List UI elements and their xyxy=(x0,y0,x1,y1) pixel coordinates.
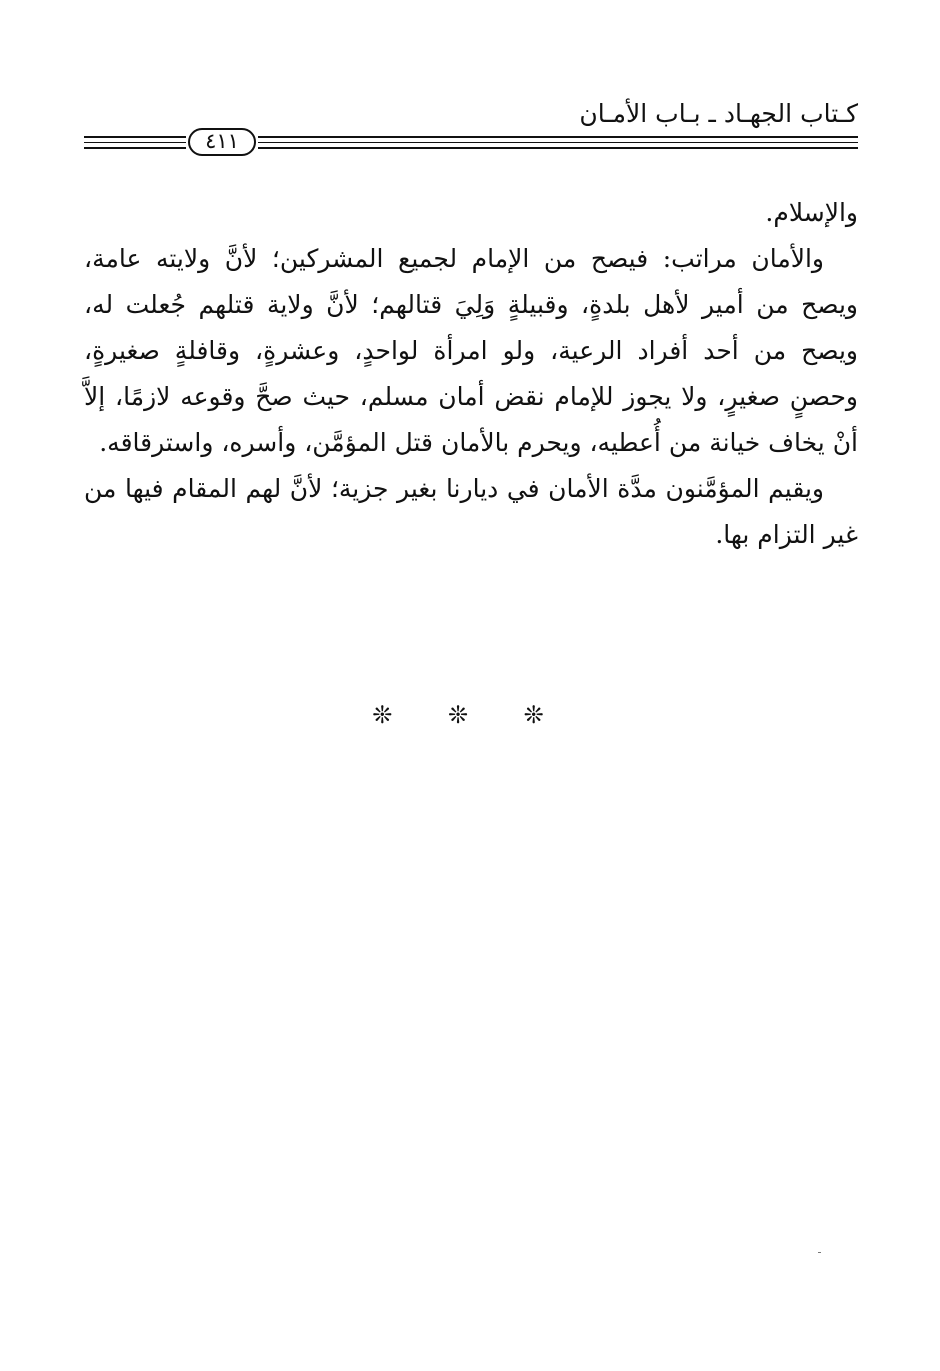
running-title: كـتاب الجهـاد ـ بـاب الأمـان xyxy=(579,99,858,128)
paragraph: ويقيم المؤمَّنون مدَّة الأمان في ديارنا بغير جزية؛ لأنَّ لهم المقام فيها من غير التزام بها. xyxy=(84,474,858,549)
header-rule-right xyxy=(258,136,858,150)
paragraph: والأمان مراتب: فيصح من الإمام لجميع المشركين؛ لأنَّ ولايته عامة، ويصح من أمير لأهل بلدةٍ، وقبيلةٍ وَلِيَ قتالهم؛ لأنَّ ولاية قتلهم جُعلت له، ويصح من أحد أفراد الرعية، ولو امرأة لواحدٍ، وعشرةٍ، وقافلةٍ صغيرةٍ، وحصنٍ صغيرٍ، ولا يجوز للإمام نقض أمان مسلم، حيث صحَّ وقوعه لازمًا، إلاَّ أنْ يخاف خيانة من أُعطيه، ويحرم بالأمان قتل المؤمَّن، وأسره، واسترقاقه. xyxy=(84,244,858,457)
scan-speck xyxy=(818,1252,821,1253)
header-rule-left xyxy=(84,136,186,150)
main-text xyxy=(84,190,858,558)
section-separator: ❊ ❊ ❊ xyxy=(372,701,568,729)
paragraph: والإسلام. xyxy=(765,198,858,227)
page-number: ٤١١ xyxy=(188,128,256,156)
